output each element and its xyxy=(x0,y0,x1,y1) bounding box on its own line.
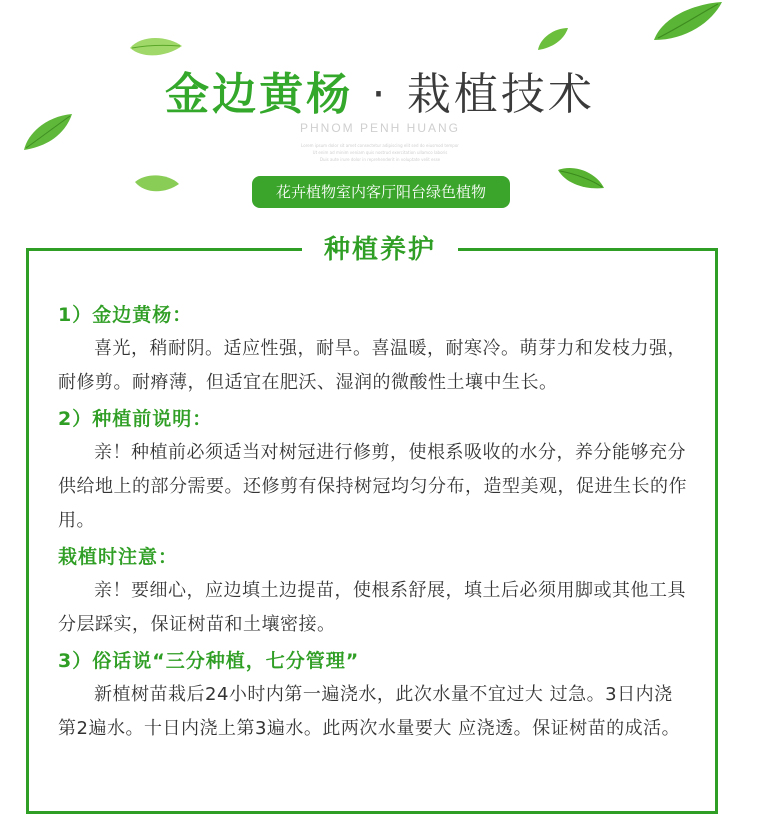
block-heading: 3）俗话说“三分种植，七分管理” xyxy=(58,650,360,672)
section-title-text: 种植养护 xyxy=(302,232,458,268)
micro-text-line: Ut enim ad minim veniam quis nostrud exercitation ullamco laboris xyxy=(312,150,448,155)
leaf-icon xyxy=(652,0,724,44)
english-subtitle: PHNOM PENH HUANG xyxy=(299,121,460,135)
block-text: 亲！要细心，应边填土边提苗，使根系舒展，填土后必须用脚或其他工具分层踩实，保证树苗和土壤密接。 xyxy=(58,580,686,635)
title-sub: 栽植技术 xyxy=(406,69,595,120)
leaf-icon xyxy=(556,164,606,192)
micro-text-line: Duis aute irure dolor in reprehenderit in voluptate velit esse xyxy=(319,157,441,162)
care-content xyxy=(58,298,690,746)
block-text: 喜光，稍耐阴。适应性强，耐旱。喜温暖，耐寒冷。萌芽力和发枝力强，耐修剪。耐瘠薄，但适宜在肥沃、湿润的微酸性土壤中生长。 xyxy=(58,338,686,393)
title-main: 金边黄杨 xyxy=(165,69,354,120)
block-heading: 栽植时注意： xyxy=(58,546,179,568)
leaf-icon xyxy=(133,172,181,194)
category-tag: 花卉植物室内客厅阳台绿色植物 xyxy=(252,176,510,208)
micro-text-line: Lorem ipsum dolor sit amet consectetur adipiscing elit sed do eiusmod tempor xyxy=(301,143,459,148)
block-heading: 1）金边黄杨： xyxy=(58,304,193,326)
leaf-icon xyxy=(536,26,570,52)
leaf-icon xyxy=(128,34,184,60)
page-title xyxy=(0,58,760,122)
block-text: 亲！种植前必须适当对树冠进行修剪，使根系吸收的水分，养分能够充分供给地上的部分需要。还修剪有保持树冠均匀分布，造型美观，促进生长的作用。 xyxy=(58,442,687,531)
title-separator: · xyxy=(371,69,389,120)
section-title xyxy=(0,232,760,268)
block-heading: 2）种植前说明： xyxy=(58,408,213,430)
block-text: 新植树苗栽后24小时内第一遍浇水，此次水量不宜过大 过急。3日内浇第2遍水。十日内浇上第3遍水。此两次水量要大 应浇透。保证树苗的成活。 xyxy=(58,684,681,739)
